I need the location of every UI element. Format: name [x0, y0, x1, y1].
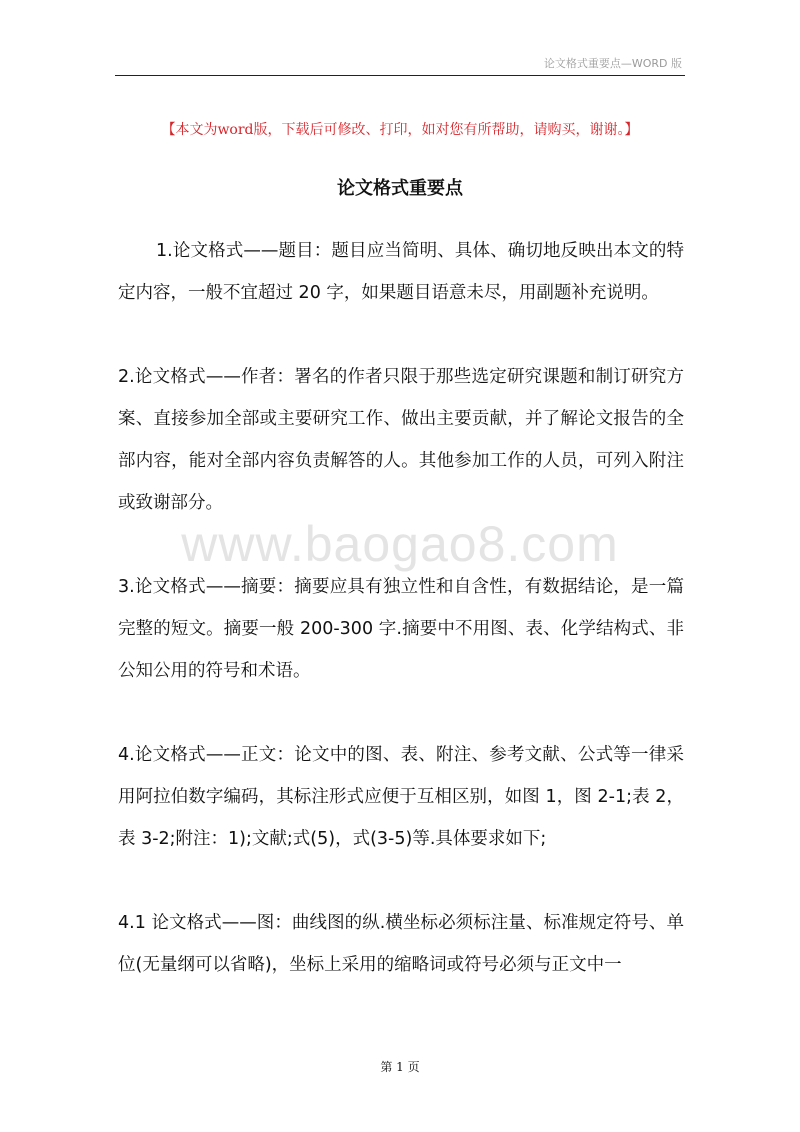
- page-number: 第 1 页: [380, 1060, 420, 1074]
- paragraph-abstract-section: 3.论文格式——摘要：摘要应具有独立性和自含性，有数据结论，是一篇完整的短文。摘要一般 200-300 字.摘要中不用图、表、化学结构式、非公知公用的符号和术语。: [118, 577, 684, 681]
- paragraph-title-section: 1.论文格式——题目：题目应当简明、具体、确切地反映出本文的特定内容，一般不宜超过 20 字，如果题目语意未尽，用副题补充说明。: [118, 241, 684, 303]
- paragraph-figure-section: 4.1 论文格式——图：曲线图的纵.横坐标必须标注量、标准规定符号、单位(无量纲可以省略)，坐标上采用的缩略词或符号必须与正文中一: [118, 913, 684, 975]
- header-divider: [115, 75, 685, 76]
- document-title: 论文格式重要点: [337, 178, 463, 199]
- running-header: 论文格式重要点—WORD 版: [543, 57, 682, 70]
- purchase-notice: 【本文为word版，下载后可修改、打印，如对您有所帮助，请购买，谢谢。】: [161, 122, 639, 138]
- paragraph-body-section: 4.论文格式——正文：论文中的图、表、附注、参考文献、公式等一律采用阿拉伯数字编码，其标注形式应便于互相区别，如图 1，图 2-1;表 2，表 3-2;附注：1);文献;式(5)，式(3-5)等.具体要求如下;: [118, 745, 684, 849]
- paragraph-author-section: 2.论文格式——作者：署名的作者只限于那些选定研究课题和制订研究方案、直接参加全部或主要研究工作、做出主要贡献，并了解论文报告的全部内容，能对全部内容负责解答的人。其他参加工作的人员，可列入附注或致谢部分。: [118, 367, 684, 513]
- document-body: [118, 230, 684, 1028]
- watermark: www.baogao8.com: [181, 516, 619, 572]
